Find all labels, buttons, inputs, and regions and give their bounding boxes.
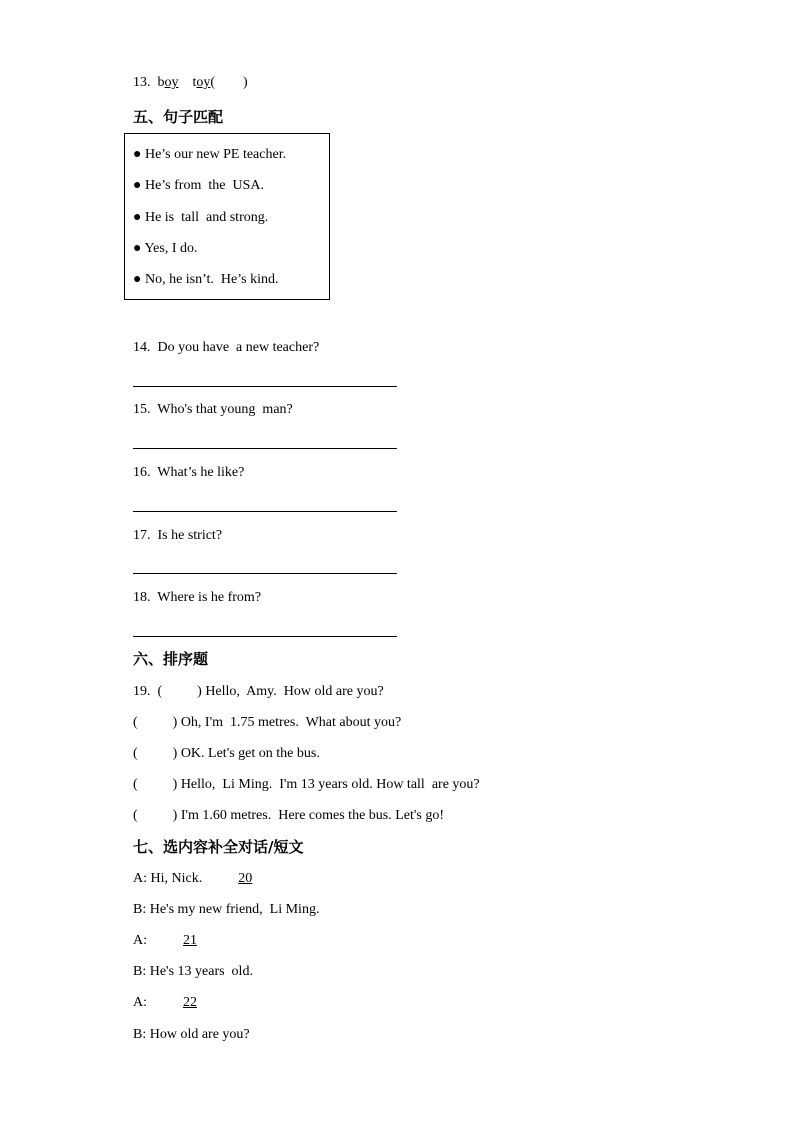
dialogue-line: B: He's my new friend, Li Ming. [133, 902, 320, 917]
bullet-icon: ● [133, 178, 142, 193]
ordering-item: ( ) I'm 1.60 metres. Here comes the bus. Let's go! [133, 808, 445, 823]
option-item: ● No, he isn’t. He’s kind. [133, 272, 279, 287]
section-five-title: 五、句子匹配 [133, 108, 224, 126]
option-item: ● He’s our new PE teacher. [133, 147, 287, 162]
dialogue-line: B: He's 13 years old. [133, 964, 253, 979]
question-15: 15. Who's that young man? [133, 402, 293, 417]
ordering-item: 19. ( ) Hello, Amy. How old are you? [133, 684, 384, 699]
option-item: ● He’s from the USA. [133, 178, 264, 193]
section-six-title: 六、排序题 [133, 650, 209, 668]
ordering-item: ( ) Hello, Li Ming. I'm 13 years old. How tall are you? [133, 777, 480, 792]
word-boy: boy [157, 75, 179, 90]
question-17: 17. Is he strict? [133, 528, 223, 543]
blank-22[interactable]: 22 [183, 995, 197, 1010]
ordering-item: ( ) Oh, I'm 1.75 metres. What about you? [133, 715, 402, 730]
question-number: 13. [133, 75, 151, 90]
option-item: ● He is tall and strong. [133, 210, 269, 225]
answer-line-18[interactable] [133, 636, 397, 637]
section-seven-title: 七、选内容补全对话/短文 [133, 838, 304, 856]
question-16: 16. What’s he like? [133, 465, 245, 480]
options-box [124, 133, 330, 300]
answer-line-14[interactable] [133, 386, 397, 387]
bullet-icon: ● [133, 272, 142, 287]
answer-parenthesis[interactable]: ( ) [210, 75, 248, 90]
blank-20[interactable]: 20 [238, 871, 253, 886]
dialogue-line: A: 21 [133, 932, 230, 950]
blank-21[interactable]: 21 [183, 933, 197, 948]
question-18: 18. Where is he from? [133, 590, 262, 605]
option-item: ● Yes, I do. [133, 241, 198, 256]
question-13 [133, 74, 248, 92]
dialogue-line: A: 22 [133, 994, 230, 1012]
question-14: 14. Do you have a new teacher? [133, 340, 320, 355]
bullet-icon: ● [133, 210, 142, 225]
dialogue-line: B: How old are you? [133, 1027, 250, 1042]
dialogue-line: A: Hi, Nick. 20 [133, 870, 285, 888]
answer-line-17[interactable] [133, 573, 397, 574]
ordering-item: ( ) OK. Let's get on the bus. [133, 746, 320, 761]
bullet-icon: ● [133, 147, 142, 162]
answer-line-16[interactable] [133, 511, 397, 512]
answer-line-15[interactable] [133, 448, 397, 449]
word-toy: toy [192, 75, 211, 90]
bullet-icon: ● [133, 241, 142, 256]
